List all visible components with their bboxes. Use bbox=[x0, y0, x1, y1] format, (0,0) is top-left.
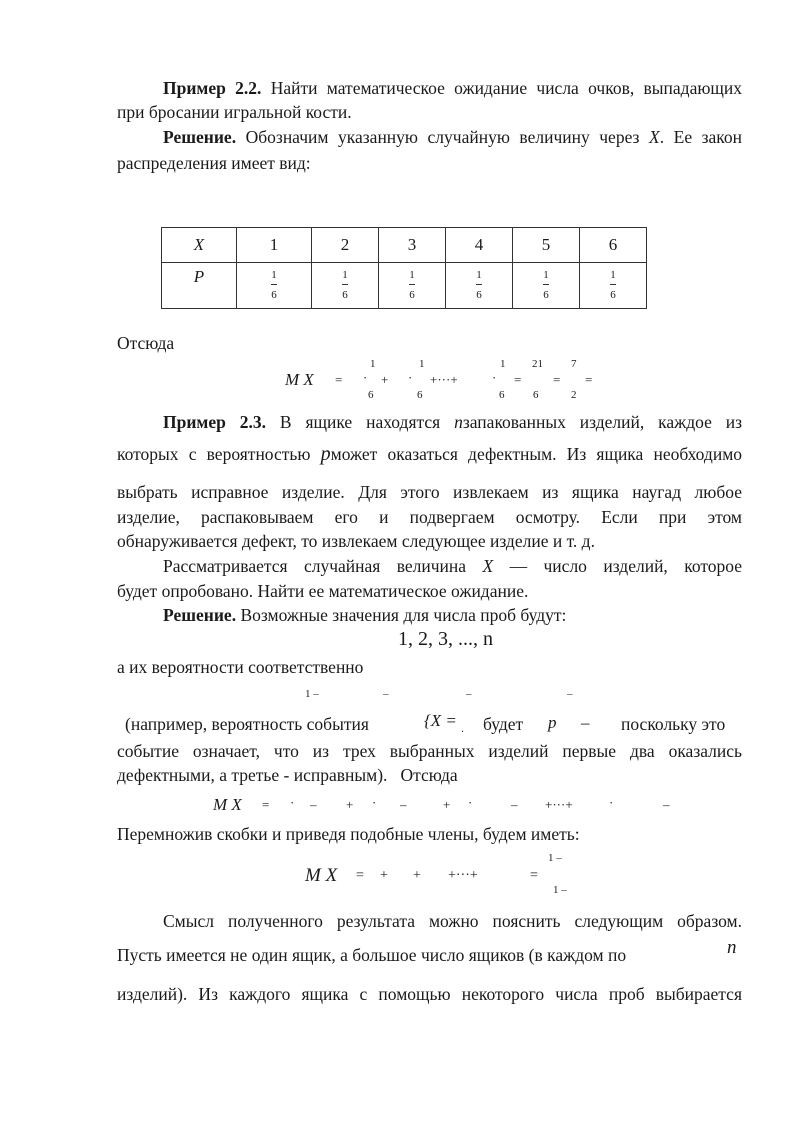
multiply-line: Перемножив скобки и приведя подобные члены, будем иметь: bbox=[117, 824, 580, 844]
example-text: запакованных изделий, каждое из bbox=[462, 412, 743, 432]
note-text: Отсюда bbox=[400, 765, 458, 785]
values-sequence: 1, 2, 3, ..., n bbox=[398, 628, 493, 650]
formula-2-op: · bbox=[468, 795, 473, 810]
example-text: В ящике находятся bbox=[279, 412, 441, 432]
event-text: {X = bbox=[424, 711, 457, 730]
rv-text: Рассматривается случайная величина bbox=[163, 556, 467, 576]
formula-2-lhs: M X bbox=[213, 795, 242, 814]
table-row-values bbox=[162, 228, 647, 263]
prob-term: – bbox=[383, 688, 389, 700]
distribution-table bbox=[161, 227, 647, 309]
formula-2-op: +···+ bbox=[545, 797, 573, 812]
formula-3-denominator: 1 – bbox=[553, 884, 567, 896]
rv-text: — число изделий, которое bbox=[509, 556, 743, 576]
meaning-line-1: Смысл полученного результата можно пояснить следующим образом. bbox=[163, 911, 742, 931]
formula-1-num: 21 bbox=[532, 358, 543, 370]
formula-1-num: 1 bbox=[419, 358, 425, 370]
solution-1-line-1 bbox=[163, 126, 742, 148]
table-cell-value: 4 bbox=[446, 228, 513, 263]
example-label: Пример 2.3. bbox=[163, 412, 266, 432]
formula-3-op: +···+ bbox=[448, 868, 478, 883]
formula-1-num: 7 bbox=[571, 358, 577, 370]
meaning-line-3: изделий). Из каждого ящика с помощью некоторого числа проб выбирается bbox=[117, 984, 742, 1004]
rv-line-2: будет опробовано. Найти ее математическое ожидание. bbox=[117, 581, 529, 601]
variable-p: p bbox=[320, 443, 331, 465]
variable-p: p bbox=[548, 713, 557, 732]
table-cell-value: 1 bbox=[237, 228, 312, 263]
formula-1-num: 1 bbox=[370, 358, 376, 370]
hence-text: Отсюда bbox=[117, 333, 175, 353]
formula-1-eq: = bbox=[335, 372, 343, 387]
note-line-2: событие означает, что из трех выбранных изделий первые два оказались bbox=[117, 741, 742, 761]
variable-n: n bbox=[727, 937, 737, 958]
formula-1-lhs: M X bbox=[285, 370, 314, 389]
formula-1-den: 6 bbox=[368, 389, 374, 401]
rv-line-1 bbox=[163, 555, 742, 577]
formula-1-dot: · bbox=[363, 370, 368, 385]
solution-label: Решение. bbox=[163, 127, 237, 147]
table-cell-prob: $\frac{1}{6}$ bbox=[379, 263, 446, 309]
formula-2-op: – bbox=[663, 797, 670, 812]
note-line-3 bbox=[117, 764, 458, 786]
example-2-3-line-4: изделие, распаковываем его и подвергаем осмотру. Если при этом bbox=[117, 507, 742, 527]
formula-1-eq: = bbox=[585, 372, 593, 387]
solution-text: Обозначим указанную случайную величину через bbox=[245, 127, 640, 147]
example-2-3-line-5: обнаруживается дефект, то извлекаем следующее изделие и т. д. bbox=[117, 531, 595, 551]
solution-text: Возможные значения для числа проб будут: bbox=[240, 605, 567, 625]
prob-term: – bbox=[466, 688, 472, 700]
note-line-1-c: поскольку это bbox=[621, 714, 726, 734]
table-header-x: X bbox=[162, 228, 237, 263]
dash: – bbox=[581, 713, 590, 732]
table-row-probabilities bbox=[162, 263, 647, 309]
example-2-3-line-3: выбрать исправное изделие. Для этого извлекаем из ящика наугад любое bbox=[117, 482, 742, 502]
table-cell-value: 5 bbox=[513, 228, 580, 263]
table-cell-value: 2 bbox=[312, 228, 379, 263]
table-cell-value: 3 bbox=[379, 228, 446, 263]
dot: . bbox=[659, 127, 665, 147]
formula-1-eq: = bbox=[553, 372, 561, 387]
example-2-3-line-1 bbox=[163, 411, 742, 433]
example-2-3-line-2 bbox=[117, 443, 742, 465]
table-cell-prob: $\frac{1}{6}$ bbox=[446, 263, 513, 309]
formula-3-op: + bbox=[380, 868, 388, 883]
formula-3-numerator: 1 – bbox=[548, 852, 562, 864]
formula-1-dot: · bbox=[492, 370, 497, 385]
formula-1-eq: = bbox=[514, 372, 522, 387]
dot: . bbox=[461, 723, 464, 735]
solution-text-end: Ее закон bbox=[673, 127, 743, 147]
formula-1-den: 6 bbox=[533, 389, 539, 401]
example-text: Найти математическое ожидание числа очков, выпадающих bbox=[270, 78, 743, 98]
formula-1-num: 1 bbox=[500, 358, 506, 370]
formula-3-lhs: M X bbox=[305, 865, 338, 886]
formula-1-dot: · bbox=[408, 370, 413, 385]
table-cell-prob: $\frac{1}{6}$ bbox=[237, 263, 312, 309]
formula-2-op: – bbox=[310, 797, 317, 812]
formula-2-op: + bbox=[346, 797, 354, 812]
meaning-line-2: Пусть имеется не один ящик, а большое число ящиков (в каждом по bbox=[117, 945, 627, 965]
formula-3-op: + bbox=[413, 868, 421, 883]
probabilities-label: а их вероятности соответственно bbox=[117, 657, 364, 677]
formula-3-op: = bbox=[530, 868, 538, 883]
prob-term: – bbox=[567, 688, 573, 700]
table-cell-value: 6 bbox=[580, 228, 647, 263]
formula-2-op: · bbox=[290, 795, 295, 810]
note-text: дефектными, а третье - исправным). bbox=[117, 765, 388, 785]
prob-term: 1 – bbox=[305, 688, 319, 700]
formula-1-plus: + bbox=[381, 372, 389, 387]
variable-n: n bbox=[454, 412, 463, 432]
formula-2-op: · bbox=[609, 795, 614, 810]
formula-3-op: = bbox=[356, 868, 364, 883]
note-line-1-a: (например, вероятность события bbox=[125, 714, 369, 734]
formula-1-den: 6 bbox=[499, 389, 505, 401]
variable-x: X bbox=[482, 556, 494, 576]
formula-1-den: 2 bbox=[571, 389, 577, 401]
table-cell-prob: $\frac{1}{6}$ bbox=[312, 263, 379, 309]
solution-1-line-2: распределения имеет вид: bbox=[117, 153, 311, 173]
example-2-2-line-1 bbox=[163, 77, 742, 99]
formula-2-op: – bbox=[400, 797, 407, 812]
table-header-p: P bbox=[162, 263, 237, 309]
example-2-2-line-2: при бросании игральной кости. bbox=[117, 102, 352, 122]
table-cell-prob: $\frac{1}{6}$ bbox=[513, 263, 580, 309]
formula-2-op: – bbox=[511, 797, 518, 812]
example-text: может оказаться дефектным. Из ящика необходимо bbox=[330, 444, 743, 464]
formula-1-ellipsis: +···+ bbox=[430, 372, 458, 387]
formula-2-op: = bbox=[262, 797, 270, 812]
example-text: которых с вероятностью bbox=[117, 444, 311, 464]
formula-2-op: · bbox=[372, 795, 377, 810]
event-expression bbox=[424, 711, 464, 735]
variable-x: X bbox=[649, 127, 660, 147]
solution-2-line bbox=[163, 604, 566, 626]
formula-2-op: + bbox=[443, 797, 451, 812]
example-label: Пример 2.2. bbox=[163, 78, 262, 98]
solution-label: Решение. bbox=[163, 605, 237, 625]
table-cell-prob: $\frac{1}{6}$ bbox=[580, 263, 647, 309]
formula-1-den: 6 bbox=[417, 389, 423, 401]
note-will-be: будет bbox=[483, 714, 524, 734]
